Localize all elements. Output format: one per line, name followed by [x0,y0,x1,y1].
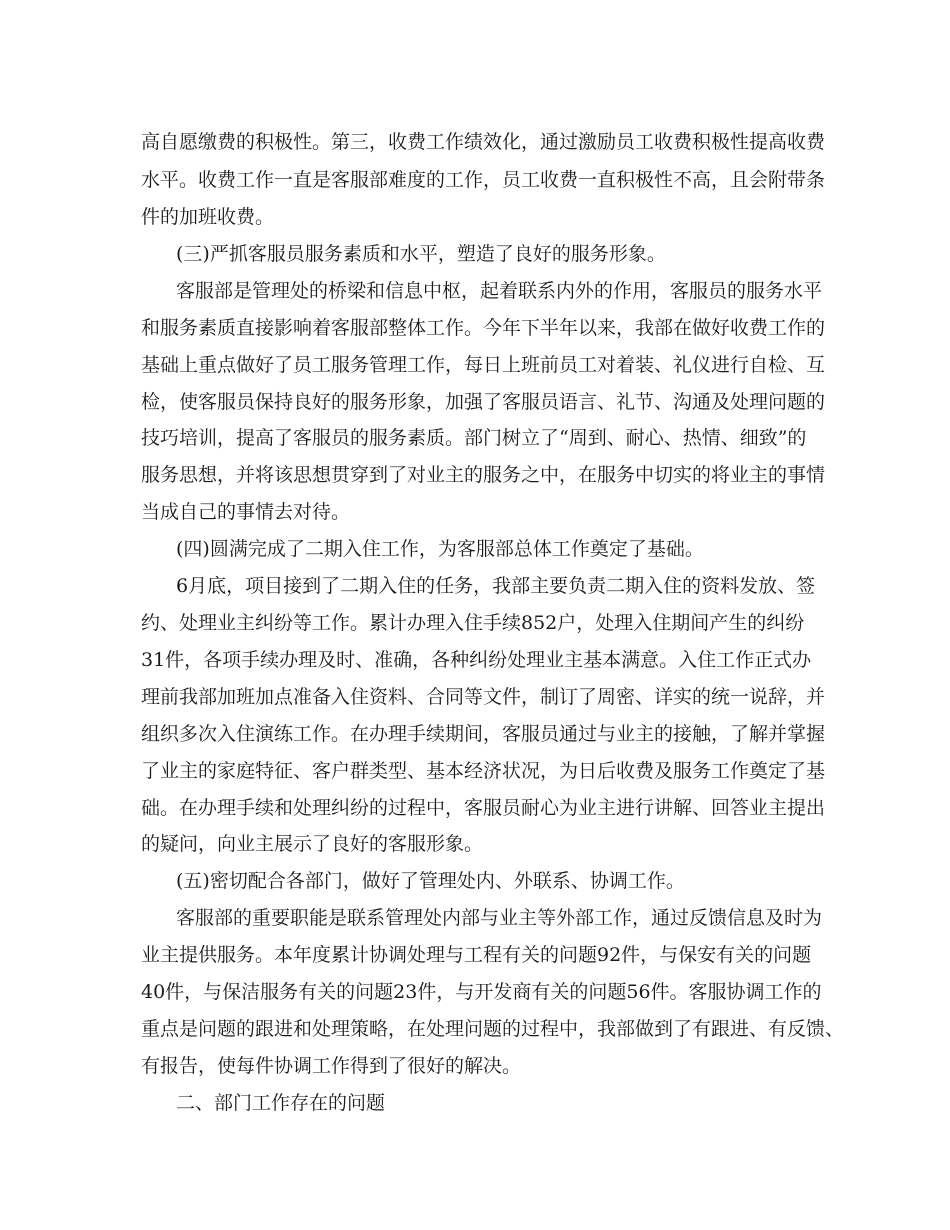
text-line: 31件，各项手续办理及时、准确，各种纠纷处理业主基本满意。入住工作正式办 [141,649,812,671]
text-line: 了业主的家庭特征、客户群类型、基本经济状况，为日后收费及服务工作奠定了基 [141,760,826,782]
text-line: 高自愿缴费的积极性。第三，收费工作绩效化，通过激励员工收费积极性提高收费 [141,131,826,153]
text-line: 客服部的重要职能是联系管理处内部与业主等外部工作，通过反馈信息及时为 [176,907,823,929]
text-line: 和服务素质直接影响着客服部整体工作。今年下半年以来，我部在做好收费工作的 [141,317,826,339]
text-line: 有报告，使每件协调工作得到了很好的解决。 [141,1055,522,1077]
text-line: 6月底，项目接到了二期入住的任务，我部主要负责二期入住的资料发放、签 [176,575,816,597]
text-line: 服务思想，并将该思想贯穿到了对业主的服务之中，在服务中切实的将业主的事情 [141,464,826,486]
section-heading: (三)严抓客服员服务素质和水平，塑造了良好的服务形象。 [176,243,666,265]
text-line: 约、处理业主纠纷等工作。累计办理入住手续852户，处理入住期间产生的纠纷 [141,612,805,634]
text-line: 技巧培训，提高了客服员的服务素质。部门树立了“周到、耐心、热情、细致”的 [141,427,807,449]
text-line: 组织多次入住演练工作。在办理手续期间，客服员通过与业主的接触，了解并掌握 [141,723,826,745]
text-line: 当成自己的事情去对待。 [141,501,351,523]
section-heading: 二、部门工作存在的问题 [176,1092,386,1114]
text-line: 件的加班收费。 [141,206,275,228]
text-line: 理前我部加班加点准备入住资料、合同等文件，制订了周密、详实的统一说辞，并 [141,686,826,708]
text-line: 础。在办理手续和处理纠纷的过程中，客服员耐心为业主进行讲解、回答业主提出 [141,797,826,819]
section-heading: (四)圆满完成了二期入住工作，为客服部总体工作奠定了基础。 [176,538,704,560]
text-line: 业主提供服务。本年度累计协调处理与工程有关的问题92件，与保安有关的问题 [141,944,812,966]
section-heading: (五)密切配合各部门，做好了管理处内、外联系、协调工作。 [176,870,685,892]
text-line: 检，使客服员保持良好的服务形象，加强了客服员语言、礼节、沟通及处理问题的 [141,391,826,413]
text-line: 40件，与保洁服务有关的问题23件，与开发商有关的问题56件。客服协调工作的 [141,981,822,1003]
text-line: 基础上重点做好了员工服务管理工作，每日上班前员工对着装、礼仪进行自检、互 [141,354,826,376]
text-line: 的疑问，向业主展示了良好的客服形象。 [141,833,484,855]
text-line: 客服部是管理处的桥梁和信息中枢，起着联系内外的作用，客服员的服务水平 [176,280,823,302]
text-line: 重点是问题的跟进和处理策略，在处理问题的过程中，我部做到了有跟进、有反馈、 [141,1018,845,1040]
text-line: 水平。收费工作一直是客服部难度的工作，员工收费一直积极性不高，且会附带条 [141,169,826,191]
